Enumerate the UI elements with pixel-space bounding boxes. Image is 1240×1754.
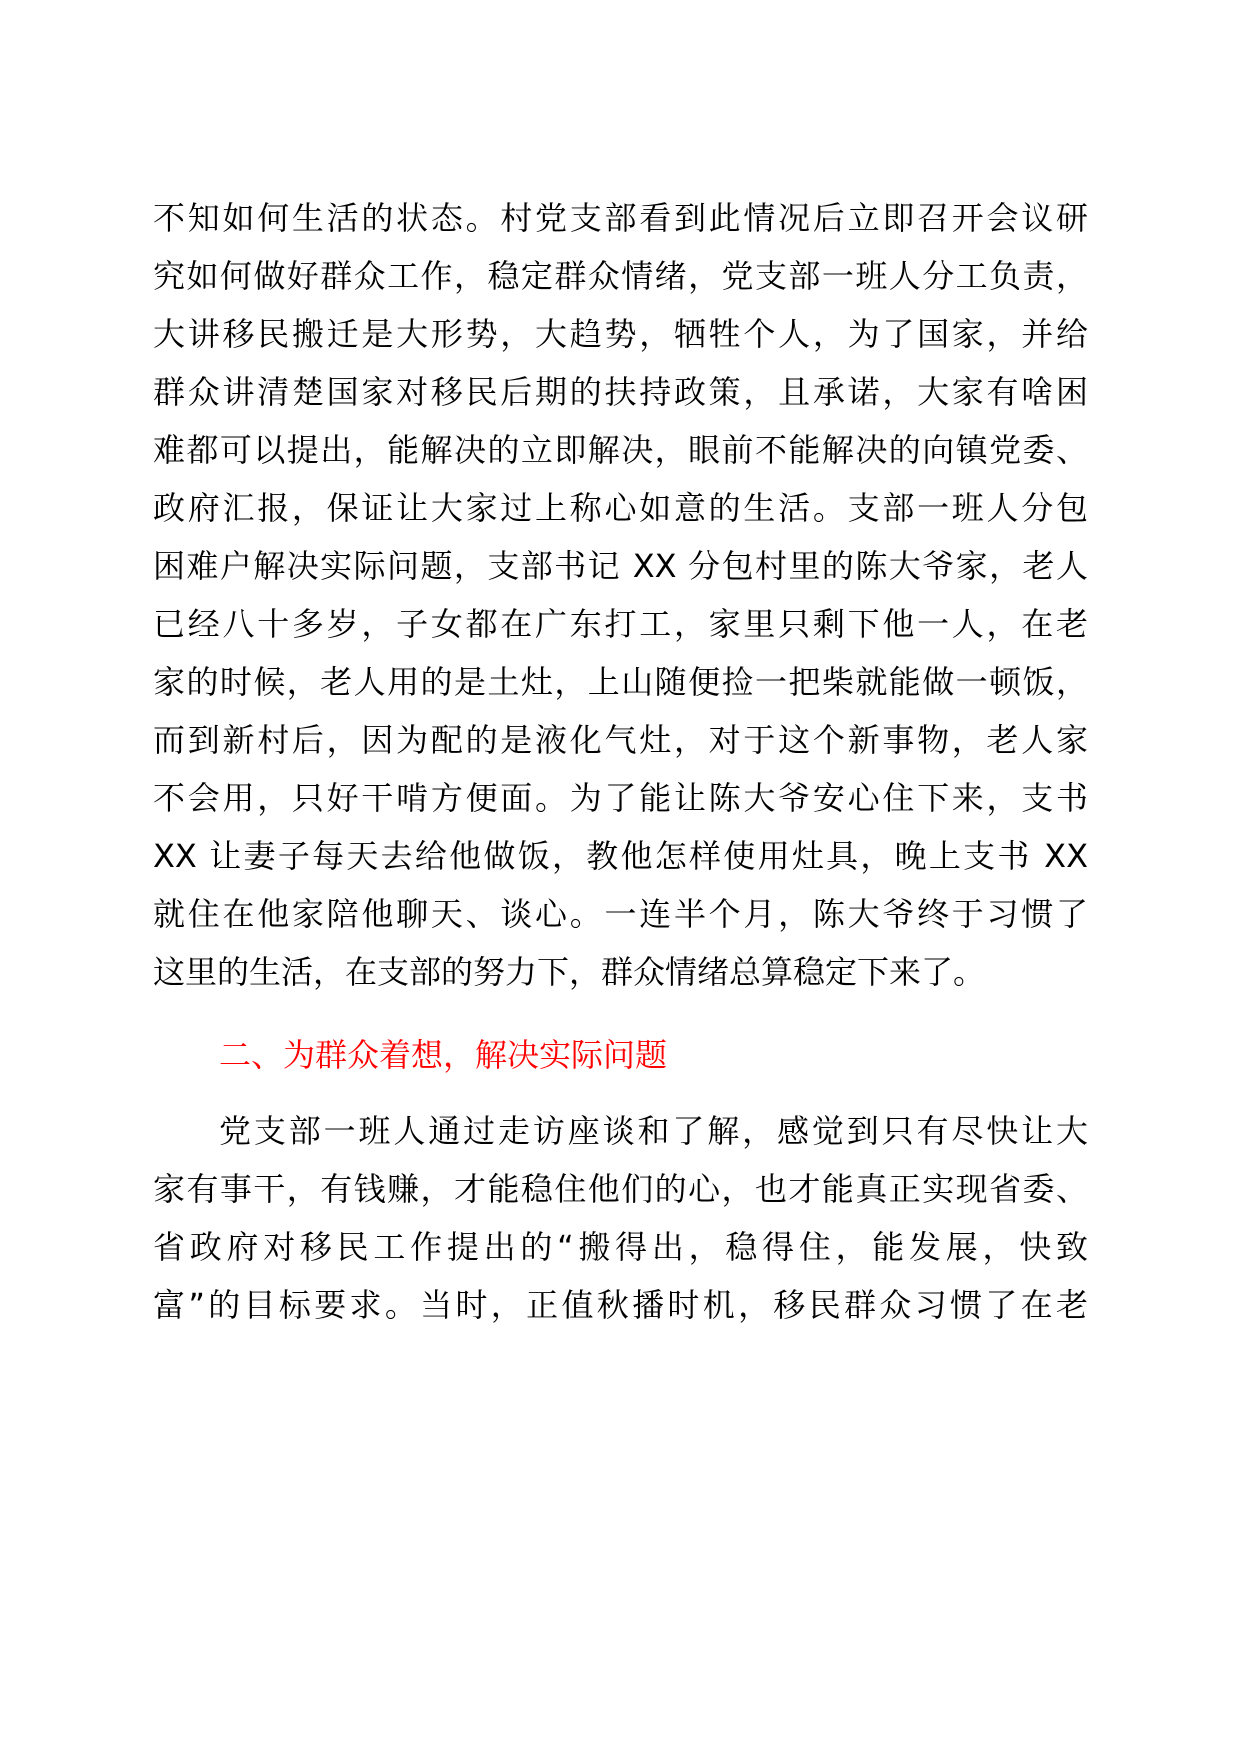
paragraph-line: 群众讲清楚国家对移民后期的扶持政策，且承诺，大家有啥困 [153,373,1088,411]
paragraph-line: 究如何做好群众工作，稳定群众情绪，党支部一班人分工负责， [153,257,1088,295]
paragraph-line: 困难户解决实际问题，支部书记 XX 分包村里的陈大爷家，老人 [153,547,1088,585]
paragraph-line: 不会用，只好干啃方便面。为了能让陈大爷安心住下来，支书 [153,779,1088,817]
paragraph-line: 党支部一班人通过走访座谈和了解，感觉到只有尽快让大 [219,1112,1088,1150]
paragraph-line: 富”的目标要求。当时，正值秋播时机，移民群众习惯了在老 [153,1286,1088,1324]
paragraph-line: 家的时候，老人用的是土灶，上山随便捡一把柴就能做一顿饭， [153,663,1088,701]
paragraph-line: 就住在他家陪他聊天、谈心。一连半个月，陈大爷终于习惯了 [153,895,1088,933]
paragraph-line: 已经八十多岁，子女都在广东打工，家里只剩下他一人，在老 [153,605,1088,643]
paragraph-line: XX 让妻子每天去给他做饭，教他怎样使用灶具，晚上支书 XX [153,837,1088,875]
paragraph-line: 难都可以提出，能解决的立即解决，眼前不能解决的向镇党委、 [153,431,1088,469]
paragraph-line: 省政府对移民工作提出的“搬得出，稳得住，能发展，快致 [153,1228,1088,1266]
paragraph-line: 不知如何生活的状态。村党支部看到此情况后立即召开会议研 [153,199,1088,237]
paragraph-line: 政府汇报，保证让大家过上称心如意的生活。支部一班人分包 [153,489,1088,527]
section-heading: 二、为群众着想，解决实际问题 [219,1036,668,1074]
paragraph-line: 大讲移民搬迁是大形势，大趋势，牺牲个人，为了国家，并给 [153,315,1088,353]
paragraph-line: 这里的生活，在支部的努力下，群众情绪总算稳定下来了。 [153,953,986,991]
paragraph-line: 家有事干，有钱赚，才能稳住他们的心，也才能真正实现省委、 [153,1170,1088,1208]
paragraph-line: 而到新村后，因为配的是液化气灶，对于这个新事物，老人家 [153,721,1088,759]
